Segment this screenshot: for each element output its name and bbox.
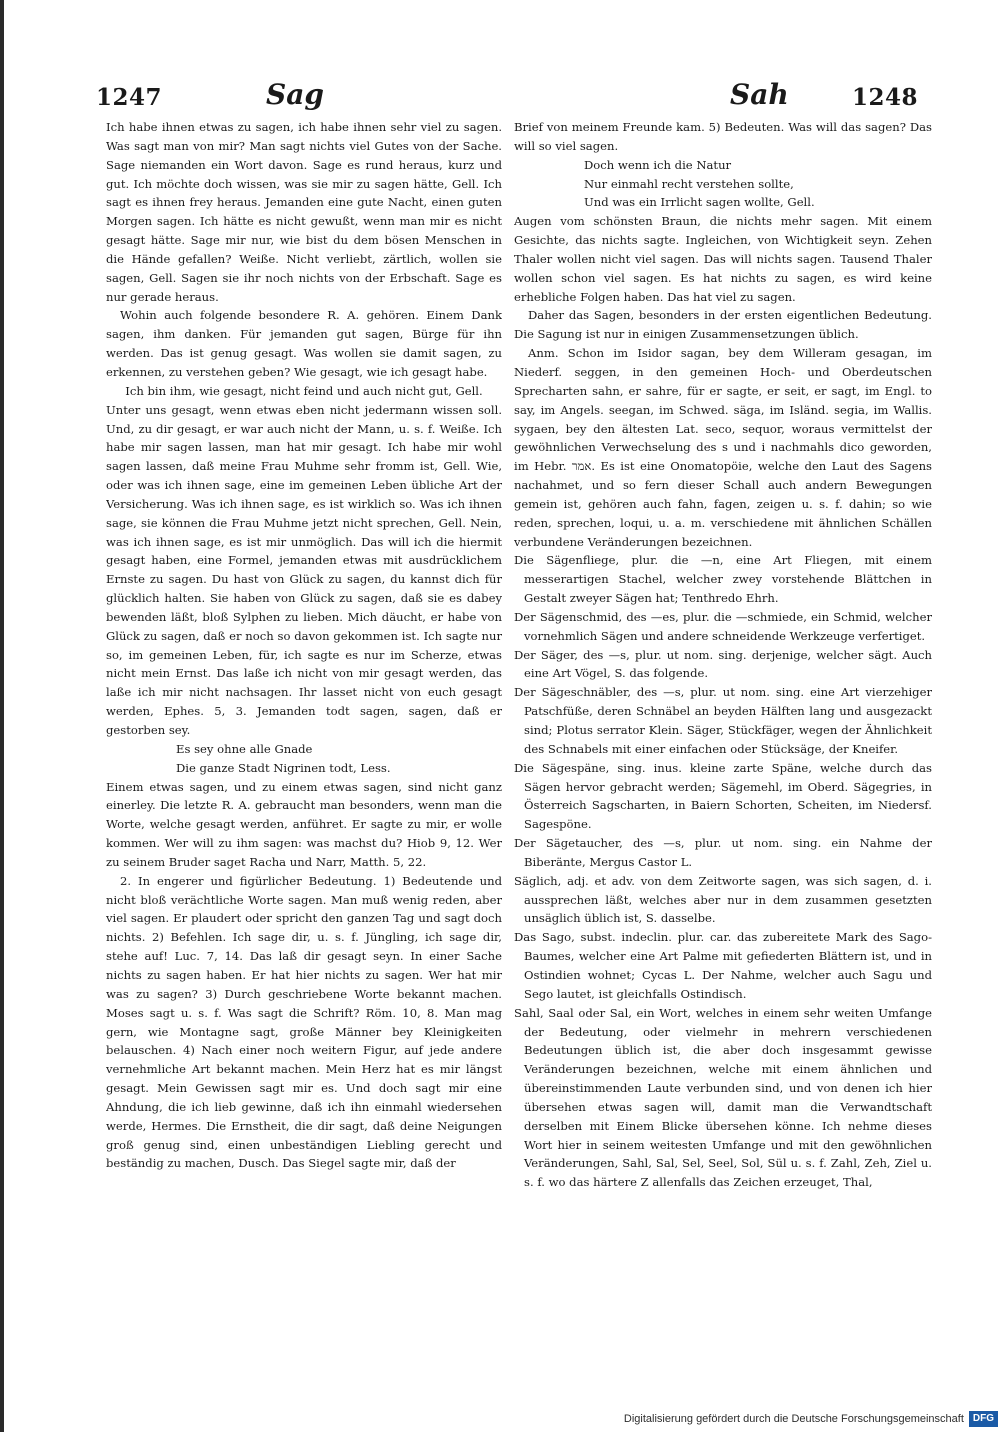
dictionary-entry: Die Sägespäne, sing. inus. kleine zarte Späne, welche durch das Sägen hervor gebracht werden; Sägemehl, im Oberd. Sägegries, in Österreich Sagscharten, in Baiern Schorten, Scheiten, im Niedersf. Sagespöne. xyxy=(514,760,932,832)
dictionary-entry: Der Sägenschmid, des —es, plur. die —schmiede, ein Schmid, welcher vornehmlich Sägen und andere schneidende Werkzeuge verfertiget. xyxy=(514,609,932,643)
dictionary-entry: Sahl, Saal oder Sal, ein Wort, welches in einem sehr weiten Umfange der Bedeutung, oder vielmehr in mehrern verschiedenen Bedeutungen üblich ist, die aber doch insgesammt gewisse Veränderungen bezeichnen, welche mit einem ähnlichen und übereinstimmenden Laute verbunden sind, und von denen ich hier übersehen etwas sagen will, damit man die Verwandtschaft derselben mit Einem Blicke übersehen könne. Ich nehme dieses Wort hier in seinem weitesten Umfange und mit den gewöhnlichen Veränderungen, Sahl, Sal, Sel, Seel, Sol, Sül u. s. f. Zahl, Zeh, Ziel u. s. f. wo das härtere Z allenfalls das Zeichen erzeuget, Thal, xyxy=(514,1005,932,1190)
dictionary-entry: Säglich, adj. et adv. von dem Zeitworte sagen, was sich sagen, d. i. aussprechen läßt, welches aber nur in dem zusammen gesetzten unsäglich üblich ist, S. dasselbe. xyxy=(514,873,932,926)
page-edge-shadow xyxy=(0,0,4,1432)
dictionary-entry: Die Sägenfliege, plur. die —n, eine Art Fliegen, mit einem messerartigen Stachel, welcher zwey vorstehende Blättchen in Gestalt zweyer Sägen hat; Tenthredo Ehrh. xyxy=(514,553,932,606)
paragraph: Ich habe ihnen etwas zu sagen, ich habe ihnen sehr viel zu sagen. Was sagt man von mir? Man sagt nichts viel Gutes von der Sache. Sage niemanden ein Wort davon. Sage es rund heraus, kurz und gut. Ich möchte doch wissen, was sie mir zu sagen hätte, Gell. Ich sagt es ihnen frey heraus. Jemanden eine gute Nacht, einen guten Morgen sagen. Ich hätte es nicht gewußt, wenn man mir es nicht gesagt hätte. Sage mir nur, wie bist du dem bösen Menschen in die Hände gefallen? Weiße. Nicht verliebt, zärtlich, wollen sie sagen, Gell. Sagen sie ihr noch nichts von der Erbschaft. Sage es nur gerade heraus. xyxy=(106,120,502,304)
dfg-logo: DFG xyxy=(969,1411,998,1427)
verse-line: Nur einmahl recht verstehen sollte, xyxy=(584,176,794,191)
left-catchword: Sag xyxy=(266,78,324,111)
dictionary-entry: Der Säger, des —s, plur. ut nom. sing. derjenige, welcher sägt. Auch eine Art Vögel, S. das folgende. xyxy=(514,647,932,681)
paragraph: Augen vom schönsten Braun, die nichts mehr sagen. Mit einem Gesichte, das nichts sagte. Ingleichen, von Wichtigkeit seyn. Zehen Thaler wollen nicht viel sagen. Das will nichts sagen. Tausend Thaler wollen schon viel sagen. Es hat nichts zu sagen, es wird keine erhebliche Folgen haben. Das hat viel zu sagen. xyxy=(514,214,932,304)
paragraph: Daher das Sagen, besonders in der ersten eigentlichen Bedeutung. Die Sagung ist nur in einigen Zusammensetzungen üblich. xyxy=(514,308,932,342)
digitization-footer xyxy=(606,1408,1000,1430)
verse-line: Doch wenn ich die Natur xyxy=(584,157,732,172)
dictionary-entry: Der Sägetaucher, des —s, plur. ut nom. sing. ein Nahme der Biberänte, Mergus Castor L. xyxy=(514,836,932,869)
right-catchword: Sah xyxy=(730,78,789,111)
verse-line: Und was ein Irrlicht sagen wollte, Gell. xyxy=(584,195,815,210)
right-page-number: 1248 xyxy=(852,84,919,111)
dictionary-entry: Der Sägeschnäbler, des —s, plur. ut nom. sing. eine Art vierzehiger Patschfüße, deren Schnäbel an beyden Hälften lang und ausgezackt sind; Plotus serrator Klein. Säger, Stückfäger, wegen der Ähnlichkeit des Schnabels mit einer einfachen oder Stücksäge, der Kneifer. xyxy=(514,685,932,756)
footer-credit-text: Digitalisierung gefördert durch die Deutsche Forschungsgemeinschaft xyxy=(623,1413,964,1425)
paragraph: Unter uns gesagt, wenn etwas eben nicht jedermann wissen soll. Und, zu dir gesagt, er war auch nicht der Mann, u. s. f. Weiße. Ich habe mir sagen lassen, man hat mir gesagt. Ich habe mir wohl sagen lassen, daß meine Frau Muhme sehr fromm ist, Gell. Wie, oder was ich ihnen sage, eine im gemeinen Leben übliche Art der Versicherung. Was ich ihnen sage, es ist wirklich so. Was ich ihnen sage, sie können die Frau Muhme jetzt nicht sprechen, Gell. Nein, was ich ihnen sage, es ist mir unmöglich. Das will ich die hiermit gesagt haben, eine Formel, jemanden etwas mit ausdrücklichem Ernste zu sagen. Du hast von Glück zu sagen, du kannst dich für glücklich halten. Sie haben von Glück zu sagen, daß sie es dabey bewenden läßt, bloß Sylphen zu lieben. Mich däucht, er habe von Glück zu sagen, daß er noch so davon gekommen ist. Ich sagte nur so, im gemeinen Leben, für, ich sagte es nur im Scherze, etwas nicht mein Ernst. Das laße ich nicht von mir gesagt werden, das laße ich mir nicht nachsagen. Ihr lasset nicht von euch gesagt werden, Ephes. 5, 3. Jemanden todt sagen, sagen, daß er gestorben sey. xyxy=(106,402,502,737)
left-text-column xyxy=(106,118,502,1203)
paragraph: 2. In engerer und figürlicher Bedeutung. 1) Bedeutende und nicht bloß verächtliche Worte sagen. Man muß wenig reden, aber viel sagen. Er plaudert oder spricht den ganzen Tag und sagt doch nichts. 2) Befehlen. Ich sage dir, u. s. f. Jüngling, ich sage dir, stehe auf! Luc. 7, 14. Das laß dir gesagt seyn. In einer Sache nichts zu sagen haben. Er hat hier nichts zu sagen. Wer hat mir was zu sagen? 3) Durch geschriebene Worte bekannt machen. Moses sagt u. s. f. Was sagt die Schrift? Röm. 10, 8. Man mag gern, wie Montagne sagt, große Männer bey Kleinigkeiten belauschen. 4) Nach einer noch weitern Figur, auf jede andere vernehmliche Art bekannt machen. Mein Herz hat es mir längst gesagt. Mein Gewissen sagt mir es. Und doch sagt mir eine Ahndung, die ich lieb gewinne, daß ich ihn einmahl wiedersehen werde, Hermes. Die Ernstheit, die dir sagt, daß deine Neigungen groß genug sind, einen unbeständigen Liebling gerecht und beständig zu machen, Dusch. Das Siegel sagte mir, daß der xyxy=(106,873,502,1171)
paragraph: Einem etwas sagen, und zu einem etwas sagen, sind nicht ganz einerley. Die letzte R. A. gebraucht man besonders, wenn man die Worte, welche gesagt werden, anführet. Er sagte zu mir, er wolle kommen. Wer will zu ihm sagen: was machst du? Hiob 9, 12. Wer zu seinem Bruder saget Racha und Narr, Matth. 5, 22. xyxy=(106,779,502,869)
paragraph: Brief von meinem Freunde kam. 5) Bedeuten. Was will das sagen? Das will so viel sagen. xyxy=(514,120,932,153)
left-page-number: 1247 xyxy=(96,84,163,111)
centered-quote: Ich bin ihm, wie gesagt, nicht feind und auch nicht gut, Gell. xyxy=(125,383,483,398)
dictionary-entry: Das Sago, subst. indeclin. plur. car. das zubereitete Mark des Sago-Baumes, welcher eine Art Palme mit gefiederten Blättern ist, und in Ostindien wohnet; Cycas L. Der Nahme, welcher auch Sagu und Sego lautet, ist gleichfalls Ostindisch. xyxy=(514,930,932,1001)
paragraph: Anm. Schon im Isidor sagan, bey dem Willeram gesagan, im Niederf. seggen, in den gemeinen Hoch- und Oberdeutschen Sprecharten sahn, er sahre, für er sagte, er seit, er sagt, im Engl. to say, im Angels. seegan, im Schwed. säga, im Isländ. segia, im Wallis. sygaen, bey den ältesten Lat. seco, sequor, woraus vermittelst der gewöhnlichen Verwechselung des s und i nachmahls dico geworden, im Hebr. אמר. Es ist eine Onomatopöie, welche den Laut des Sagens nachahmet, und so fern dieser Schall auch andern Bewegungen gemein ist, gehören auch fahn, fagen, zeigen u. s. f. dahin; so wie reden, sprechen, loqui, u. a. m. verschiedene mit ähnlichen Schällen verbundene Veränderungen bezeichnen. xyxy=(514,346,932,549)
right-text-column xyxy=(514,118,932,1213)
verse-line: Die ganze Stadt Nigrinen todt, Less. xyxy=(176,760,391,775)
verse-line: Es sey ohne alle Gnade xyxy=(176,741,313,756)
paragraph: Wohin auch folgende besondere R. A. gehören. Einem Dank sagen, ihm danken. Für jemanden gut sagen, Bürge für ihn werden. Das ist genug gesagt. Was wollen sie damit sagen, zu erkennen, zu verstehen geben? Wie gesagt, wie ich gesagt habe. xyxy=(106,308,502,379)
